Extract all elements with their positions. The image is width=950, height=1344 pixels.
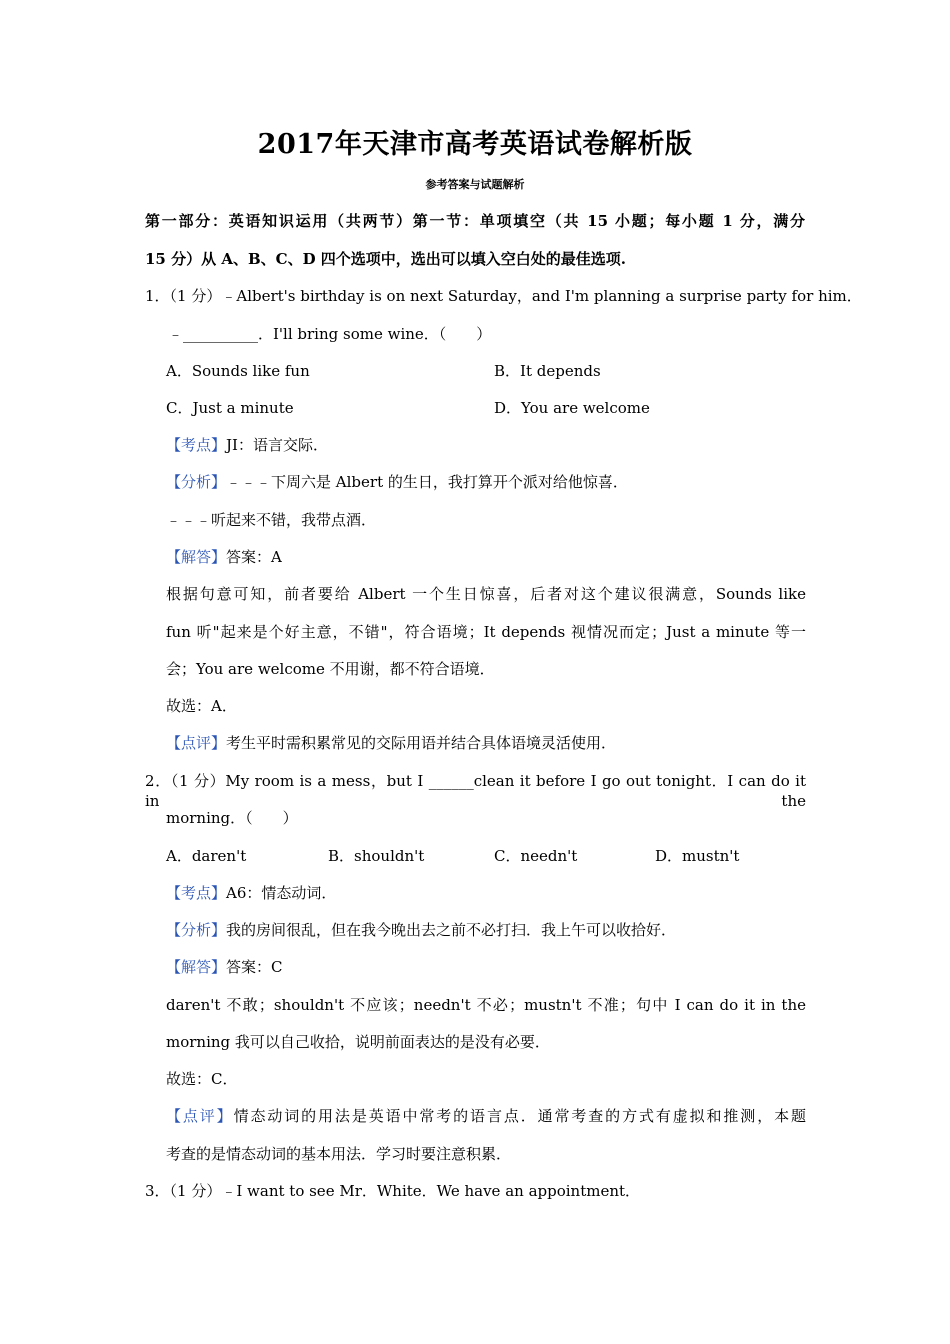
q2-option-c: C．needn't [494,847,578,865]
q2-jieda [166,957,283,977]
q1-explain-line-1: 根据句意可知，前者要给 Albert 一个生日惊喜，后者对这个建议很满意，Sounds like [166,585,806,603]
q1-explain-line-2: fun 听"起来是个好主意，不错"，符合语境；It depends 视情况而定；Just a minute 等一 [166,623,806,641]
q2-kaodian [166,883,336,903]
q1-stem-line-1: 1．（1 分）﹣Albert's birthday is on next Saturday，and I'm planning a surprise party for him． [145,287,862,305]
q1-stem-line-2: ﹣__________．I'll bring some wine．（ ） [168,325,492,343]
jieda-text: 答案：A [226,548,282,566]
dianping-text: 情态动词的用法是英语中常考的语言点．通常考查的方式有虚拟和推测，本题 [233,1107,806,1125]
q1-dianping [166,733,616,753]
dianping-tag: 【点评】 [166,734,227,752]
jieda-text: 答案：C [226,958,283,976]
q1-option-b: B．It depends [494,362,601,380]
kaodian-tag: 【考点】 [166,436,227,454]
q2-explain-line-1: daren't 不敢；shouldn't 不应该；needn't 不必；mustn't 不准；句中 I can do it in the [166,996,806,1014]
q1-choice: 故选：A． [166,697,237,715]
q1-kaodian [166,435,328,455]
kaodian-text: A6：情态动词． [226,884,337,902]
fenxi-text: 我的房间很乱，但在我今晚出去之前不必打扫．我上午可以收拾好． [226,921,677,939]
kaodian-tag: 【考点】 [166,884,227,902]
page-subtitle: 参考答案与试题解析 [425,178,525,191]
q1-jieda [166,547,282,567]
fenxi-tag: 【分析】 [166,473,227,491]
page-title: 2017年天津市高考英语试卷解析版 [257,129,693,160]
q1-option-c: C．Just a minute [166,399,294,417]
q2-fenxi [166,920,676,940]
q2-explain-line-2: morning 我可以自己收拾，说明前面表达的是没有必要． [166,1033,550,1051]
jieda-tag: 【解答】 [166,548,227,566]
q3-stem-line-1: 3．（1 分）﹣I want to see Mr．White．We have an appointment． [145,1182,641,1200]
jieda-tag: 【解答】 [166,958,227,976]
q2-dianping-line-2: 考查的是情态动词的基本用法．学习时要注意积累． [166,1145,512,1163]
q2-option-d: D．mustn't [655,847,740,865]
fenxi-text: ﹣﹣﹣下周六是 Albert 的生日，我打算开个派对给他惊喜． [226,473,628,491]
section-heading-line-1: 第一部分：英语知识运用（共两节）第一节：单项填空（共 15 小题；每小题 1 分，满分 [145,212,805,230]
q2-option-a: A．daren't [166,847,247,865]
q1-option-d: D．You are welcome [494,399,650,417]
kaodian-text: JI：语言交际． [226,436,328,454]
q1-option-a: A．Sounds like fun [166,362,310,380]
dianping-tag: 【点评】 [166,1107,234,1125]
fenxi-tag: 【分析】 [166,921,227,939]
q2-choice: 故选：C． [166,1070,238,1088]
section-heading-line-2: 15 分）从 A、B、C、D 四个选项中，选出可以填入空白处的最佳选项. [145,250,627,268]
q1-fenxi [166,472,628,492]
q2-stem-line-2: morning．（ ） [166,809,298,827]
q1-fenxi-line-2: ﹣﹣﹣听起来不错，我带点酒． [166,511,377,529]
q1-explain-line-3: 会；You are welcome 不用谢，都不符合语境． [166,660,495,678]
q2-option-b: B．shouldn't [328,847,425,865]
q2-stem-line-1: 2．（1 分）My room is a mess，but I ______clean it before I go out tonight．I can do it in the [145,772,806,810]
q2-dianping [166,1106,806,1126]
dianping-text: 考生平时需积累常见的交际用语并结合具体语境灵活使用． [226,734,617,752]
